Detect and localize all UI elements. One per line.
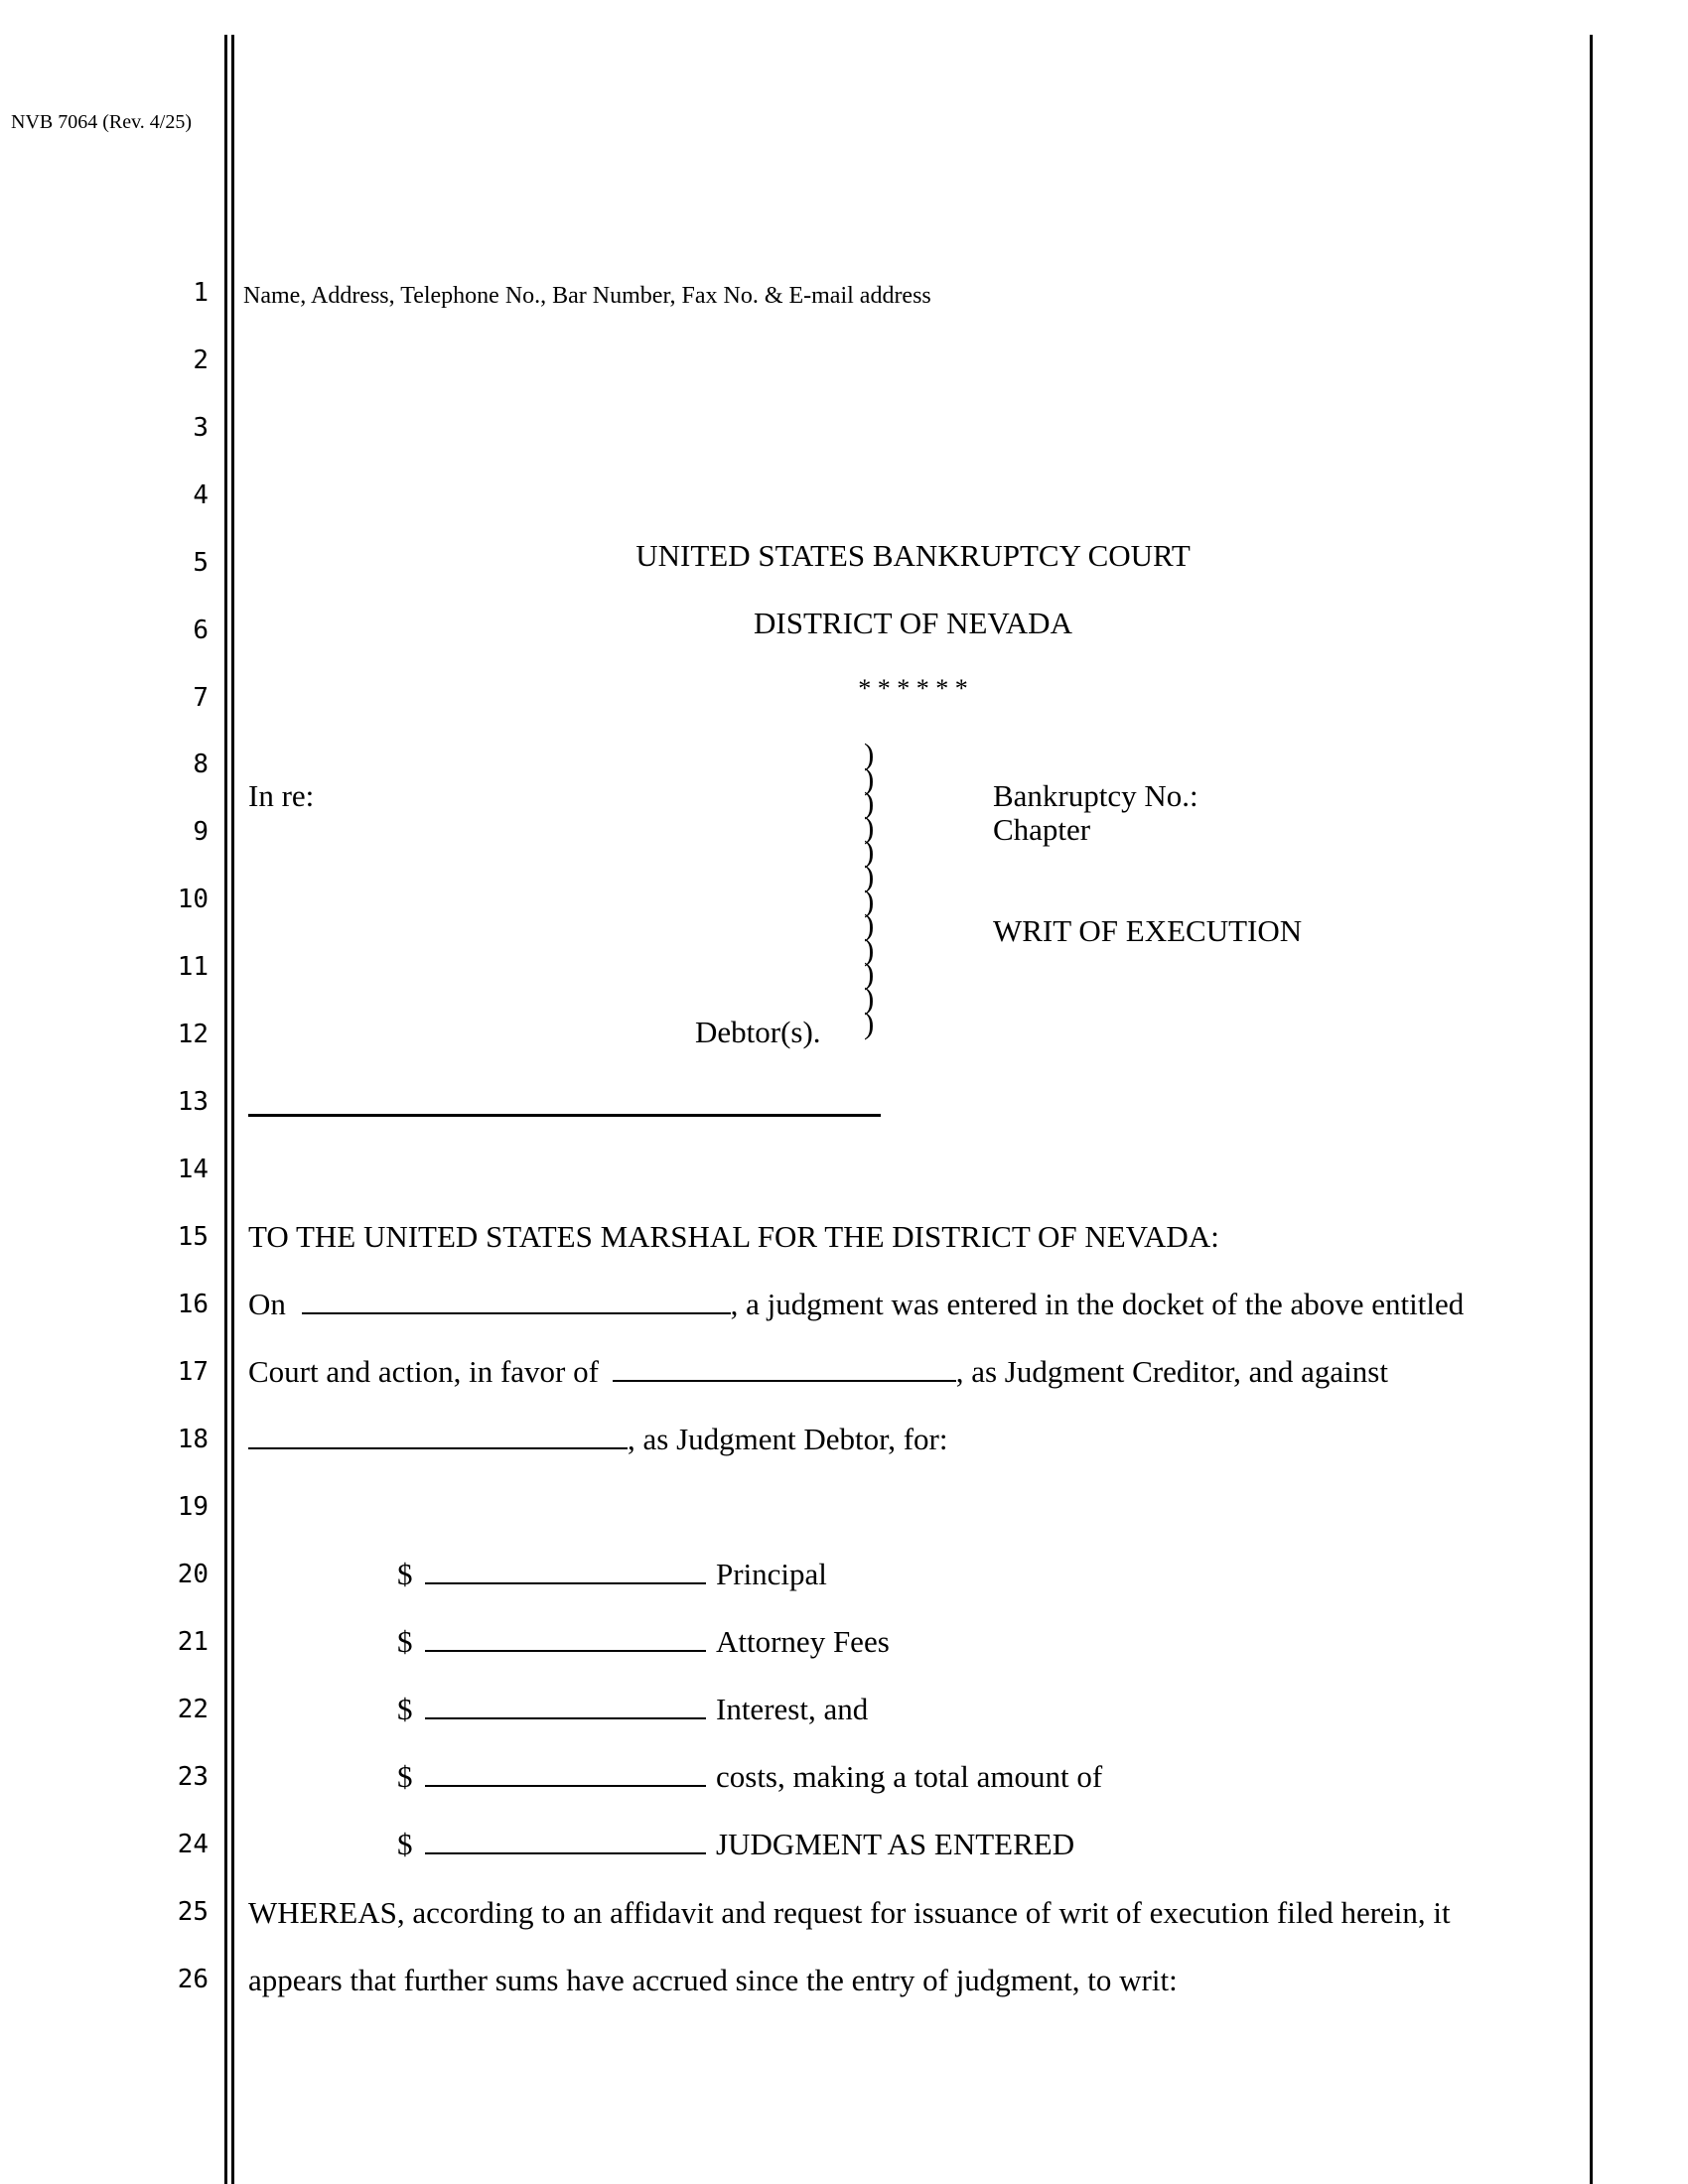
dollar-sign: $ (397, 1827, 413, 1861)
amount-label: JUDGMENT AS ENTERED (716, 1827, 1075, 1861)
line-number: 20 (177, 1560, 209, 1589)
as-debtor-text: , as Judgment Debtor, for: (628, 1422, 948, 1456)
interest-amount-field[interactable] (425, 1692, 706, 1719)
court-district: DISTRICT OF NEVADA (754, 606, 1072, 640)
left-margin-rule (224, 35, 227, 2184)
line-number: 24 (177, 1830, 209, 1859)
dollar-sign: $ (397, 1692, 413, 1726)
line-number: 17 (177, 1357, 209, 1387)
dollar-sign: $ (397, 1759, 413, 1794)
addressee-line: TO THE UNITED STATES MARSHAL FOR THE DISTRICT OF NEVADA: (248, 1219, 1219, 1254)
line-number: 22 (177, 1695, 209, 1724)
line-number: 6 (193, 615, 209, 645)
judgment-creditor-field[interactable] (613, 1354, 956, 1382)
line-number: 13 (177, 1087, 209, 1117)
amount-row-attorney-fees (397, 1624, 890, 1660)
bankruptcy-no-label: Bankruptcy No.: (993, 778, 1198, 813)
judgment-entered-text: , a judgment was entered in the docket of the above entitled (730, 1287, 1465, 1321)
line-number: 11 (177, 952, 209, 982)
amount-label: costs, making a total amount of (716, 1759, 1103, 1794)
caption-underline (248, 1114, 881, 1117)
caption-parentheses: ) ) ) ) ) ) ) ) ) ) ) ) (864, 737, 875, 1040)
line-number: 5 (193, 548, 209, 578)
line-number: 8 (193, 750, 209, 779)
amount-row-costs (397, 1759, 1102, 1795)
court-name: UNITED STATES BANKRUPTCY COURT (635, 538, 1191, 573)
amount-row-judgment-total (397, 1827, 1074, 1862)
line-number: 25 (177, 1897, 209, 1927)
as-creditor-text: , as Judgment Creditor, and against (955, 1354, 1388, 1389)
line-number: 1 (193, 278, 209, 308)
line-number: 12 (177, 1020, 209, 1049)
line-number: 26 (177, 1965, 209, 1994)
amount-row-interest (397, 1692, 868, 1727)
amount-label: Principal (716, 1557, 827, 1591)
line-number: 3 (193, 413, 209, 443)
judgment-date-field[interactable] (302, 1287, 731, 1314)
judgment-total-amount-field[interactable] (425, 1827, 706, 1854)
line-number: 14 (177, 1155, 209, 1184)
on-label: On (248, 1287, 286, 1321)
judgment-debtor-field[interactable] (248, 1422, 628, 1449)
amount-label: Interest, and (716, 1692, 869, 1726)
dollar-sign: $ (397, 1557, 413, 1591)
whereas-line-1: WHEREAS, according to an affidavit and request for issuance of writ of execution filed herein, it (248, 1895, 1451, 1930)
judgment-date-line (248, 1287, 1464, 1322)
right-margin-rule (1590, 35, 1593, 2184)
line-number: 4 (193, 480, 209, 510)
costs-amount-field[interactable] (425, 1759, 706, 1787)
amount-row-principal (397, 1557, 827, 1592)
line-number: 10 (177, 885, 209, 914)
attorney-fees-amount-field[interactable] (425, 1624, 706, 1652)
whereas-line-2: appears that further sums have accrued since the entry of judgment, to writ: (248, 1963, 1178, 1997)
court-action-text: Court and action, in favor of (248, 1354, 599, 1389)
line-number: 2 (193, 345, 209, 375)
debtors-label: Debtor(s). (695, 1015, 821, 1049)
line-number: 21 (177, 1627, 209, 1657)
line-number: 23 (177, 1762, 209, 1792)
line-number: 16 (177, 1290, 209, 1319)
principal-amount-field[interactable] (425, 1557, 706, 1584)
creditor-line (248, 1354, 1388, 1390)
debtor-line (248, 1422, 947, 1457)
line-number: 7 (193, 683, 209, 713)
dollar-sign: $ (397, 1624, 413, 1659)
left-margin-rule-inner (231, 35, 234, 2184)
line-number: 19 (177, 1492, 209, 1522)
attorney-contact-label: Name, Address, Telephone No., Bar Number, Fax No. & E-mail address (243, 283, 931, 309)
line-number: 18 (177, 1425, 209, 1454)
separator-stars: * * * * * * (858, 674, 968, 703)
chapter-label: Chapter (993, 812, 1091, 847)
document-title: WRIT OF EXECUTION (993, 913, 1303, 948)
amount-label: Attorney Fees (716, 1624, 890, 1659)
line-number: 15 (177, 1222, 209, 1252)
in-re-label: In re: (248, 778, 315, 813)
form-id: NVB 7064 (Rev. 4/25) (11, 111, 193, 133)
line-number: 9 (193, 817, 209, 847)
